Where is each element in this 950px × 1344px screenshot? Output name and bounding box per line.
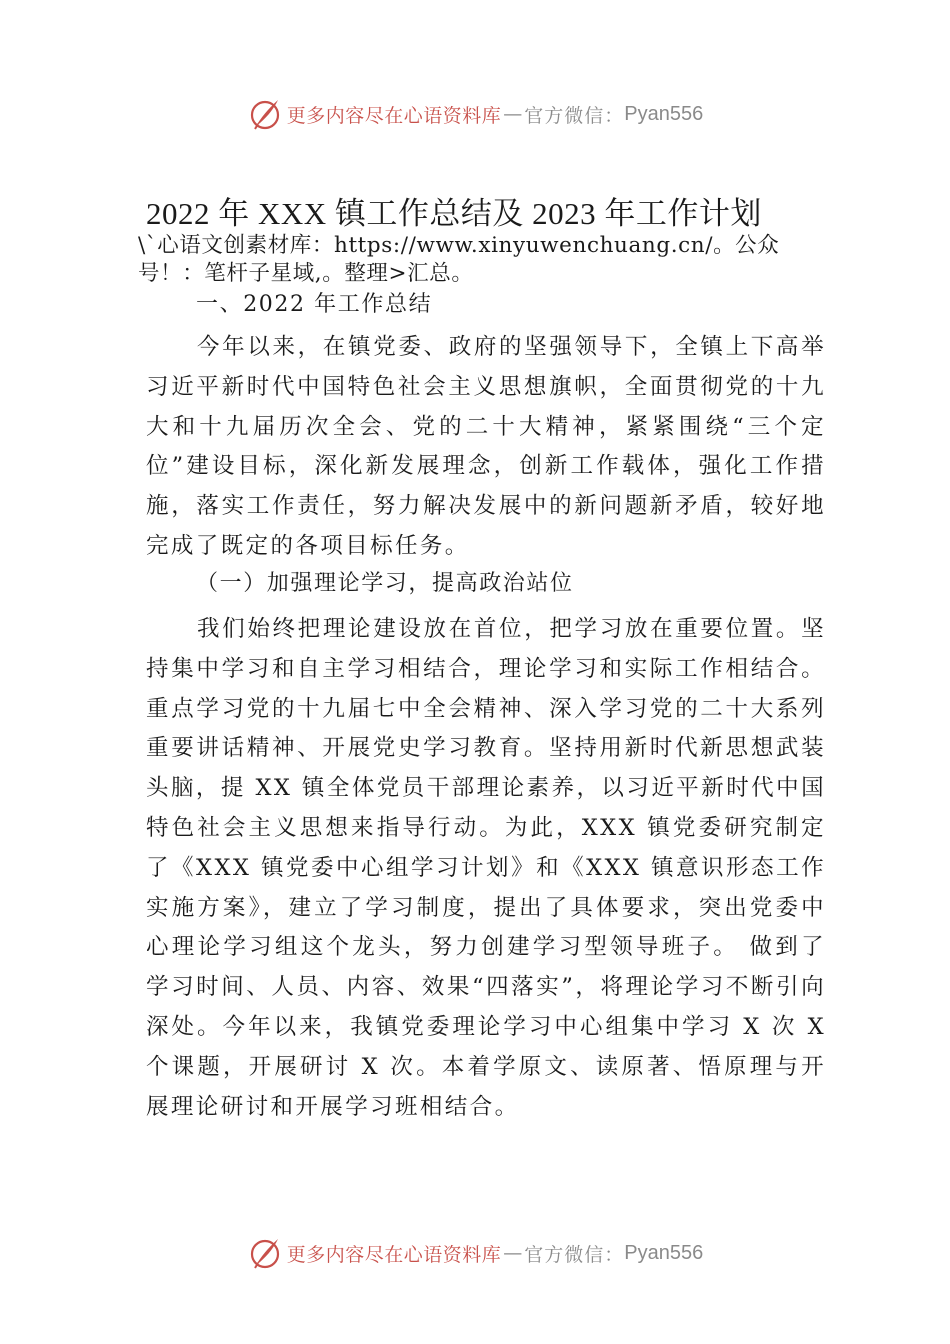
paragraph-theory-study: 我们始终把理论建设放在首位，把学习放在重要位置。坚持集中学习和自主学习相结合，理论学习和实际工作相结合。重点学习党的十九届七中全会精神、深入学习党的二十大系列重要讲话精神、开展党史学习教育。坚持用新时代新思想武装头脑，提 XX 镇全体党员干部理论素养，以习近平新时代中国特色社会主义思想来指导行动。为此，XXX 镇党委研究制定了《XXX 镇党委中心组学习计划》和《XXX 镇意识形态工作实施方案》，建立了学习制度，提出了具体要求，突出党委中心理论学习组这个龙头，努力创建学习型领导班子。 做到了学习时间、人员、内容、效果“四落实”，将理论学习不断引向深处。今年以来，我镇党委理论学习中心组集中学习 X 次 X 个课题，开展研讨 X 次。本着学原文、读原著、悟原理与开展理论研讨和开展学习班相结合。	[146, 616, 826, 1120]
banner-wechat-id: Pyan556	[624, 102, 704, 125]
banner-wechat-label: 官方微信：	[524, 1243, 625, 1266]
quill-pen-logo-icon	[247, 96, 283, 132]
banner-wechat-id: Pyan556	[624, 1241, 704, 1264]
section-heading: 一、2022 年工作总结	[196, 292, 433, 317]
banner-separator: —	[503, 1242, 523, 1264]
banner-separator: —	[503, 103, 523, 125]
watermark-banner-bottom	[0, 1233, 950, 1273]
document-title: 2022 年 XXX 镇工作总结及 2023 年工作计划	[146, 196, 762, 231]
source-note: \`心语文创素材库：https://www.xinyuwenchuang.cn/。公众号！：笔杆子星域,。整理>汇总。	[138, 233, 780, 286]
banner-main-text: 更多内容尽在心语资料库	[286, 104, 502, 127]
watermark-banner-top	[0, 94, 950, 134]
quill-pen-logo-icon	[247, 1235, 283, 1271]
banner-main-text: 更多内容尽在心语资料库	[286, 1243, 502, 1266]
subsection-heading: （一）加强理论学习，提高政治站位	[196, 571, 574, 596]
paragraph-intro: 今年以来，在镇党委、政府的坚强领导下，全镇上下高举习近平新时代中国特色社会主义思想旗帜，全面贯彻党的十九大和十九届历次全会、党的二十大精神，紧紧围绕“三个定位”建设目标，深化新发展理念，创新工作载体，强化工作措施，落实工作责任，努力解决发展中的新问题新矛盾，较好地完成了既定的各项目标任务。	[146, 334, 826, 559]
banner-wechat-label: 官方微信：	[524, 104, 625, 127]
